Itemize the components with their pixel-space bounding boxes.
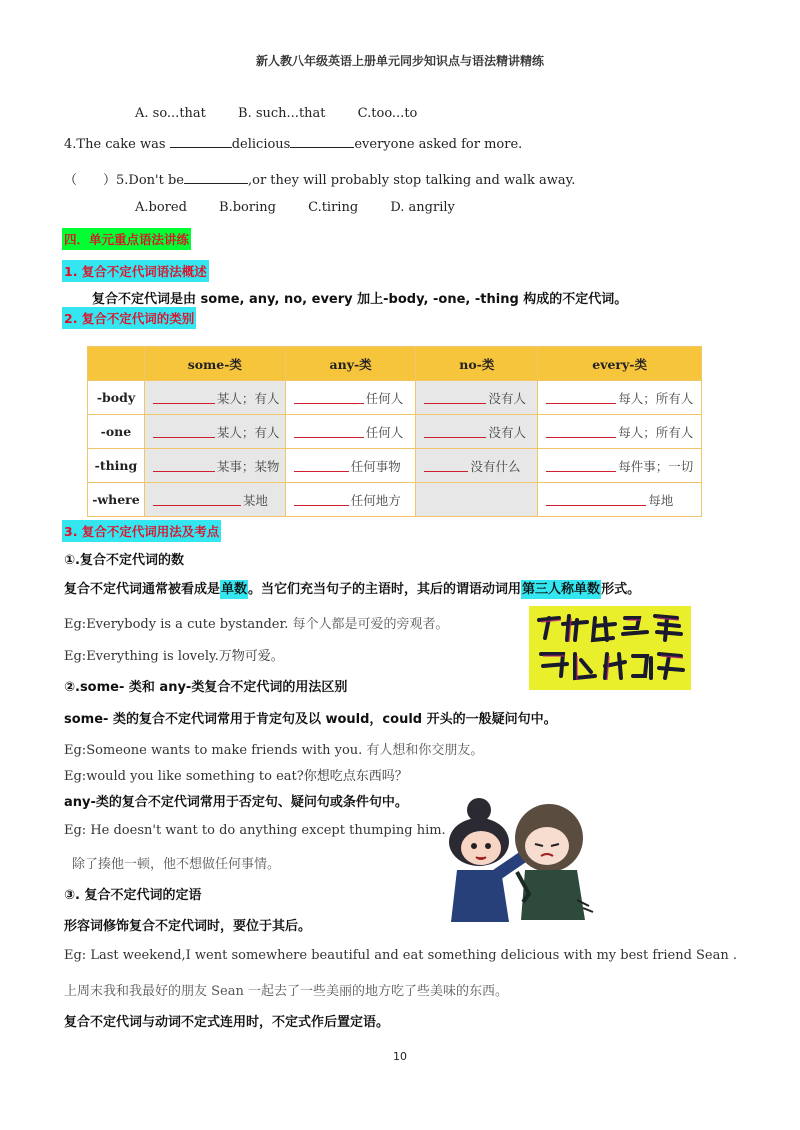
point-1-text-a: 复合不定代词通常被看成是	[64, 582, 221, 597]
table-blank[interactable]	[424, 391, 486, 404]
table-header-every: every-类	[538, 347, 702, 381]
example-1-en: Eg:Everybody is a cute bystander.	[64, 617, 289, 632]
point-1-text-e: 形式。	[601, 582, 641, 597]
table-blank[interactable]	[153, 493, 241, 506]
subsection-1-title: 1. 复合不定代词语法概述	[62, 260, 209, 282]
table-blank[interactable]	[153, 459, 215, 472]
example-2: Eg:Everything is lovely.万物可爱。	[64, 649, 284, 664]
table-row	[88, 483, 702, 517]
table-cell: 任何人	[365, 424, 404, 440]
q5-option-b: B.boring	[219, 200, 276, 215]
table-blank[interactable]	[424, 459, 468, 472]
q4-text-mid: delicious	[231, 137, 291, 152]
table-row	[88, 449, 702, 483]
table-row	[88, 381, 702, 415]
table-cell: 任何人	[365, 390, 404, 406]
q4-blank-1[interactable]	[170, 147, 232, 148]
highlight-third-person: 第三人称单数	[522, 582, 601, 597]
table-cell: 任何事物	[350, 458, 401, 474]
point-1-title: ①.复合不定代词的数	[64, 553, 184, 568]
table-row	[88, 415, 702, 449]
indefinite-pronoun-table	[87, 346, 702, 517]
table-cell: 没有人	[488, 390, 526, 406]
example-6: Eg: Last weekend,I went somewhere beautiful and eat something delicious with my best friend Sean .	[64, 948, 738, 963]
example-3-en: Eg:Someone wants to make friends with you.	[64, 743, 363, 758]
q3-option-b: B. such...that	[238, 106, 326, 121]
point-3-text: 形容词修饰复合不定代词时，要位于其后。	[64, 919, 312, 934]
q3-option-a: A. so...that	[135, 106, 206, 121]
table-cell: 每人；所有人	[618, 390, 694, 406]
question-5	[64, 169, 575, 188]
example-1	[64, 613, 449, 632]
q4-text-pre: 4.The cake was	[64, 137, 170, 152]
point-1-text-c: 。当它们充当句子的主语时，其后的谓语动词用	[248, 582, 522, 597]
question-4	[64, 137, 522, 152]
table-cell: 任何地方	[350, 492, 401, 508]
table-header-no: no-类	[416, 347, 538, 381]
example-5: Eg: He doesn't want to do anything except thumping him.	[64, 823, 446, 838]
table-blank[interactable]	[294, 425, 364, 438]
table-header-row	[88, 347, 702, 381]
table-cell: 每地	[648, 492, 674, 508]
table-blank[interactable]	[153, 391, 215, 404]
table-cell: 某事；某物	[216, 458, 280, 474]
example-3-zh: 有人想和你交朋友。	[366, 743, 484, 758]
point-2-text-2: any-类的复合不定代词常用于否定句、疑问句或条件句中。	[64, 795, 408, 810]
table-header-any: any-类	[285, 347, 416, 381]
q5-option-d: D. angrily	[390, 200, 455, 215]
example-3	[64, 739, 483, 758]
table-cell: 某地	[242, 492, 268, 508]
table-cell: 每人；所有人	[618, 424, 694, 440]
table-cell: 每件事；一切	[618, 458, 694, 474]
table-header-some: some-类	[144, 347, 285, 381]
q5-option-a: A.bored	[135, 200, 187, 215]
point-2-title: ②.some- 类和 any-类复合不定代词的用法区别	[64, 680, 348, 695]
table-blank[interactable]	[294, 459, 349, 472]
cartoon-art	[437, 790, 597, 930]
example-4: Eg:would you like something to eat?你想吃点东西吗？	[64, 769, 408, 784]
q4-text-post: everyone asked for more.	[354, 137, 523, 152]
table-cell: 没有什么	[470, 458, 521, 474]
highlight-singular: 单数	[221, 582, 248, 597]
example-6-zh: 上周末我和我最好的朋友 Sean 一起去了一些美丽的地方吃了些美味的东西。	[64, 984, 508, 999]
section-4-title: 四．单元重点语法讲练	[62, 228, 191, 250]
table-blank[interactable]	[424, 425, 486, 438]
table-blank[interactable]	[294, 493, 349, 506]
table-blank[interactable]	[546, 425, 616, 438]
table-cell: 没有人	[488, 424, 526, 440]
subsection-3-title: 3. 复合不定代词用法及考点	[62, 520, 221, 542]
calligraphy-art	[529, 606, 691, 690]
q5-options	[135, 200, 483, 215]
table-blank[interactable]	[546, 493, 646, 506]
q5-text-post: ,or they will probably stop talking and walk away.	[248, 173, 576, 188]
cartoon-illustration	[437, 790, 597, 930]
q3-option-c: C.too...to	[357, 106, 418, 121]
point-2-text: some- 类的复合不定代词常用于肯定句及以 would，could 开头的一般疑问句中。	[64, 712, 557, 727]
q5-text-pre: 5.Don't be	[116, 173, 184, 188]
q5-blank[interactable]	[184, 183, 248, 184]
point-4-text: 复合不定代词与动词不定式连用时，不定式作后置定语。	[64, 1015, 390, 1030]
row-label-where: -where	[88, 483, 145, 517]
table-blank[interactable]	[546, 391, 616, 404]
q5-answer-paren[interactable]: （ ）	[64, 173, 117, 188]
subsection-2-title: 2. 复合不定代词的类别	[62, 307, 196, 329]
point-3-title: ③. 复合不定代词的定语	[64, 888, 202, 903]
row-label-thing: -thing	[88, 449, 145, 483]
page-number: 10	[393, 1050, 407, 1063]
table-cell: 某人；有人	[216, 390, 280, 406]
calligraphy-image	[529, 606, 691, 690]
table-blank[interactable]	[294, 391, 364, 404]
q3-options	[135, 106, 445, 121]
q4-blank-2[interactable]	[290, 147, 354, 148]
table-cell: 某人；有人	[216, 424, 280, 440]
table-header-corner	[88, 347, 145, 381]
page-header: 新人教八年级英语上册单元同步知识点与语法精讲精练	[255, 54, 544, 68]
q5-option-c: C.tiring	[308, 200, 359, 215]
table-blank[interactable]	[153, 425, 215, 438]
row-label-one: -one	[88, 415, 145, 449]
example-5-zh: 除了揍他一顿，他不想做任何事情。	[72, 857, 281, 872]
subsection-1-text: 复合不定代词是由 some, any, no, every 加上-body, -one, -thing 构成的不定代词。	[92, 292, 628, 307]
example-1-zh: 每个人都是可爱的旁观者。	[292, 617, 449, 632]
table-blank[interactable]	[546, 459, 616, 472]
row-label-body: -body	[88, 381, 145, 415]
point-1-text	[64, 578, 640, 597]
